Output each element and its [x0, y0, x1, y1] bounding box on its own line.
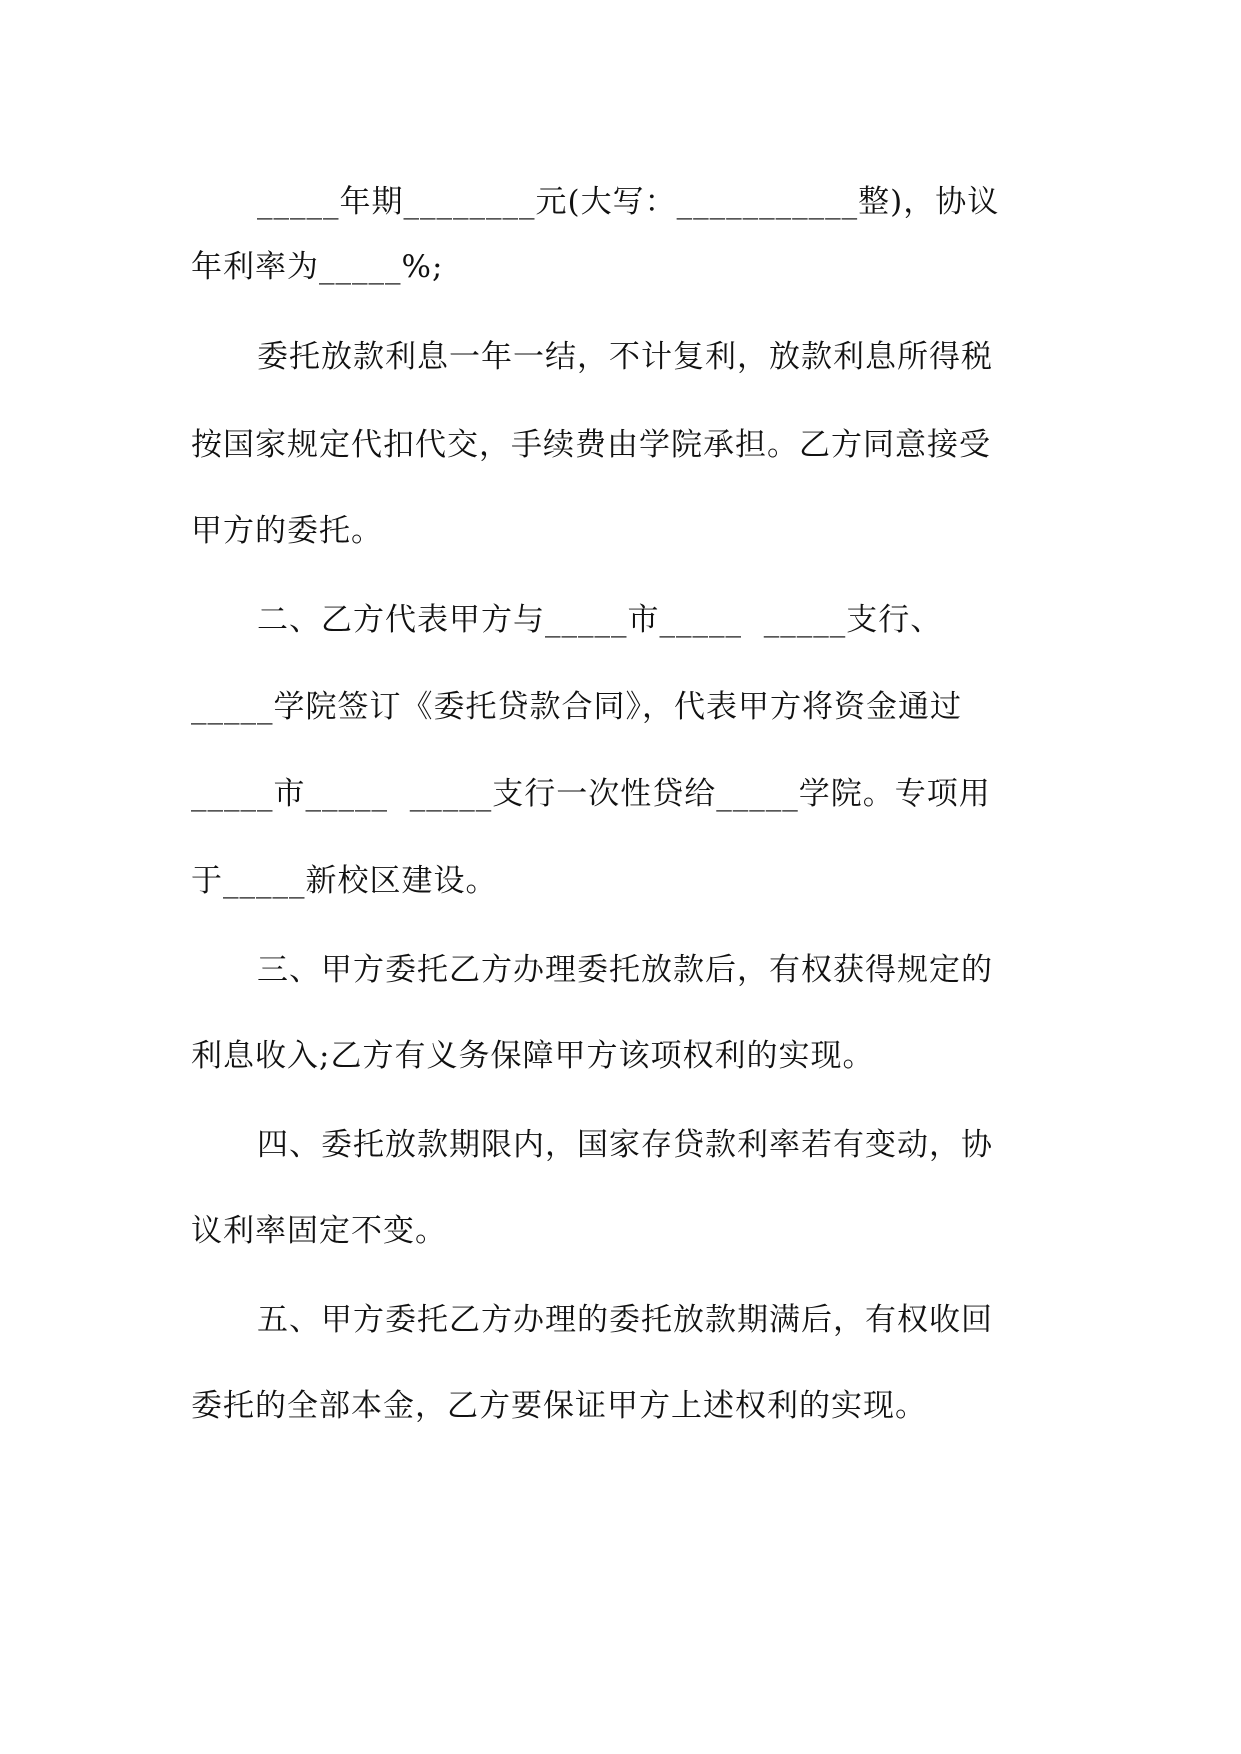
text-line-13: 议利率固定不变。: [191, 1213, 447, 1249]
text-line-5: 甲方的委托。: [191, 513, 383, 549]
text-line-10: 三、甲方委托乙方办理委托放款后，有权获得规定的: [257, 952, 993, 988]
text-line-1: _____年期________元(大写：___________整)，协议: [257, 184, 1000, 220]
text-line-7: _____学院签订《委托贷款合同》，代表甲方将资金通过: [191, 689, 962, 725]
text-line-3: 委托放款利息一年一结，不计复利，放款利息所得税: [257, 339, 993, 375]
text-line-6: 二、乙方代表甲方与_____市_____ _____支行、: [257, 602, 943, 638]
text-line-12: 四、委托放款期限内，国家存贷款利率若有变动，协: [257, 1127, 993, 1163]
text-line-14: 五、甲方委托乙方办理的委托放款期满后，有权收回: [257, 1302, 993, 1338]
text-line-4: 按国家规定代扣代交，手续费由学院承担。乙方同意接受: [191, 427, 991, 463]
text-line-15: 委托的全部本金，乙方要保证甲方上述权利的实现。: [191, 1388, 927, 1424]
text-line-9: 于_____新校区建设。: [191, 863, 498, 899]
text-line-8: _____市_____ _____支行一次性贷给_____学院。专项用: [191, 776, 991, 812]
text-line-2: 年利率为_____%;: [191, 249, 444, 285]
text-line-11: 利息收入;乙方有义务保障甲方该项权利的实现。: [191, 1038, 875, 1074]
